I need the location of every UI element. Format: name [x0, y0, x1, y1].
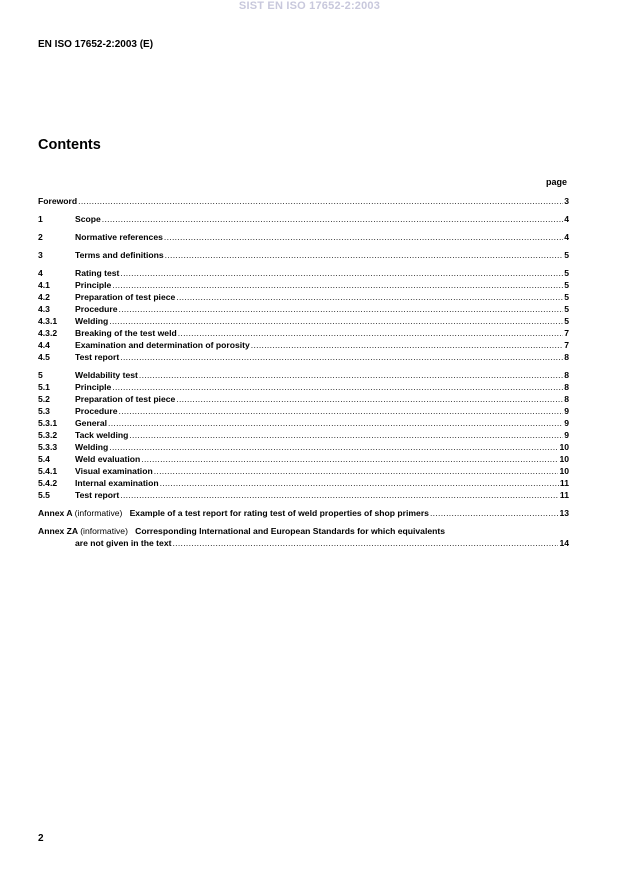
toc-entry-page: 7 — [564, 328, 569, 338]
toc-entry-annex-za[interactable] — [38, 525, 569, 537]
leader-dots — [164, 231, 563, 243]
toc-entry-number: 5.4.2 — [38, 478, 58, 488]
page-number: 2 — [38, 833, 44, 844]
toc-entry-page: 9 — [564, 406, 569, 416]
toc-entry-number: 5.5 — [38, 490, 50, 500]
toc-entry-4-4[interactable] — [38, 339, 569, 351]
toc-entry-4-3-1[interactable] — [38, 315, 569, 327]
leader-dots — [109, 441, 558, 453]
toc-entry-page: 8 — [564, 370, 569, 380]
toc-entry-page: 8 — [564, 352, 569, 362]
toc-entry-number: 4.3.2 — [38, 328, 58, 338]
leader-dots — [120, 267, 563, 279]
toc-entry-number: 5.4 — [38, 454, 50, 464]
toc-entry-4-3[interactable] — [38, 303, 569, 315]
toc-entry-number: 5.3.2 — [38, 430, 58, 440]
toc-entry-5-3-2[interactable] — [38, 429, 569, 441]
leader-dots — [119, 303, 564, 315]
toc-entry-number: 5.3 — [38, 406, 50, 416]
toc-entry-page: 9 — [564, 418, 569, 428]
toc-entry-title: General — [75, 418, 108, 428]
toc-entry-rating-test[interactable] — [38, 267, 569, 279]
toc-entry-normative-references[interactable] — [38, 231, 569, 243]
leader-dots — [176, 393, 563, 405]
toc-entry-number: 5.1 — [38, 382, 50, 392]
toc-entry-page: 8 — [564, 382, 569, 392]
leader-dots — [165, 249, 564, 261]
leader-dots — [119, 405, 564, 417]
toc-entry-page: 11 — [559, 490, 569, 500]
toc-entry-title: Scope — [75, 214, 101, 224]
leader-dots — [102, 213, 563, 225]
leader-dots — [178, 327, 564, 339]
toc-entry-number: 4.2 — [38, 292, 50, 302]
leader-dots — [172, 537, 558, 549]
toc-entry-page: 10 — [559, 442, 569, 452]
annex-label: Annex ZA — [38, 526, 78, 536]
toc-entry-title: Welding — [75, 442, 109, 452]
leader-dots — [129, 429, 563, 441]
toc-entry-page: 11 — [559, 478, 569, 488]
toc-entry-number: 4 — [38, 268, 43, 278]
annex-type: (informative) — [80, 526, 128, 536]
leader-dots — [120, 351, 563, 363]
toc-entry-title: Rating test — [75, 268, 120, 278]
table-of-contents — [38, 195, 569, 549]
toc-entry-page: 7 — [564, 340, 569, 350]
toc-entry-title: Test report — [75, 490, 120, 500]
toc-entry-title: Examination and determination of porosity — [75, 340, 250, 350]
toc-entry-number: 4.3.1 — [38, 316, 58, 326]
leader-dots — [120, 489, 559, 501]
toc-entry-4-3-2[interactable] — [38, 327, 569, 339]
leader-dots — [109, 315, 563, 327]
leader-dots — [154, 465, 559, 477]
document-identifier: EN ISO 17652-2:2003 (E) — [38, 39, 154, 50]
toc-entry-annex-a[interactable] — [38, 507, 569, 519]
toc-entry-page: 5 — [564, 280, 569, 290]
toc-entry-page: 3 — [564, 196, 569, 206]
toc-entry-page: 9 — [564, 430, 569, 440]
toc-entry-page: 5 — [564, 250, 569, 260]
annex-title-line1: Corresponding International and European Standards for which equivalents — [135, 526, 446, 536]
toc-entry-page: 8 — [564, 394, 569, 404]
toc-entry-scope[interactable] — [38, 213, 569, 225]
toc-entry-5-4-1[interactable] — [38, 465, 569, 477]
toc-entry-page: 10 — [559, 466, 569, 476]
toc-entry-page: 4 — [564, 232, 569, 242]
annex-type: (informative) — [74, 508, 123, 518]
leader-dots — [430, 507, 558, 519]
toc-entry-title: Preparation of test piece — [75, 292, 176, 302]
leader-dots — [108, 417, 563, 429]
toc-entry-title: Welding — [75, 316, 109, 326]
leader-dots — [251, 339, 563, 351]
leader-dots — [112, 279, 563, 291]
annex-title: Example of a test report for rating test of weld properties of shop primers — [129, 508, 429, 518]
toc-entry-number: 3 — [38, 250, 43, 260]
toc-entry-number: 5 — [38, 370, 43, 380]
toc-entry-4-5[interactable] — [38, 351, 569, 363]
toc-entry-title: Internal examination — [75, 478, 159, 488]
leader-dots — [78, 195, 563, 207]
toc-entry-title: Weld evaluation — [75, 454, 141, 464]
toc-entry-foreword[interactable] — [38, 195, 569, 207]
annex-title-line2: are not given in the text — [75, 538, 172, 548]
toc-entry-page: 10 — [559, 454, 569, 464]
toc-entry-5-3-1[interactable] — [38, 417, 569, 429]
page-column-label: page — [545, 177, 567, 187]
toc-entry-title: Foreword — [38, 196, 78, 206]
annex-label: Annex A — [38, 508, 73, 518]
toc-entry-5-1[interactable] — [38, 381, 569, 393]
leader-dots — [139, 369, 563, 381]
toc-entry-page: 5 — [564, 316, 569, 326]
toc-entry-title: Principle — [75, 280, 112, 290]
toc-entry-5-3[interactable] — [38, 405, 569, 417]
toc-entry-title: Test report — [75, 352, 120, 362]
toc-entry-title: Procedure — [75, 406, 118, 416]
toc-entry-5-4-2[interactable] — [38, 477, 569, 489]
toc-entry-number: 5.3.3 — [38, 442, 58, 452]
toc-entry-4-1[interactable] — [38, 279, 569, 291]
toc-entry-5-4[interactable] — [38, 453, 569, 465]
watermark: SIST EN ISO 17652-2:2003 — [238, 0, 381, 12]
toc-entry-page: 5 — [564, 304, 569, 314]
toc-entry-number: 4.3 — [38, 304, 50, 314]
toc-entry-5-3-3[interactable] — [38, 441, 569, 453]
toc-entry-number: 4.4 — [38, 340, 50, 350]
toc-entry-number: 1 — [38, 214, 43, 224]
toc-entry-title: Breaking of the test weld — [75, 328, 177, 338]
toc-entry-page: 13 — [559, 508, 569, 518]
toc-entry-title: Procedure — [75, 304, 118, 314]
toc-entry-4-2[interactable] — [38, 291, 569, 303]
toc-entry-title: Visual examination — [75, 466, 153, 476]
toc-entry-page: 5 — [564, 292, 569, 302]
toc-entry-number: 5.4.1 — [38, 466, 58, 476]
leader-dots — [112, 381, 563, 393]
contents-heading: Contents — [38, 137, 101, 153]
toc-entry-title: Weldability test — [75, 370, 138, 380]
toc-entry-number: 4.1 — [38, 280, 50, 290]
toc-entry-number: 5.2 — [38, 394, 50, 404]
toc-entry-number: 5.3.1 — [38, 418, 58, 428]
leader-dots — [176, 291, 563, 303]
toc-entry-number: 4.5 — [38, 352, 50, 362]
toc-entry-page: 14 — [559, 538, 569, 548]
toc-entry-title: Tack welding — [75, 430, 129, 440]
toc-entry-terms-definitions[interactable] — [38, 249, 569, 261]
toc-entry-title: Preparation of test piece — [75, 394, 176, 404]
toc-entry-title: Normative references — [75, 232, 163, 242]
toc-entry-title: Terms and definitions — [75, 250, 164, 260]
toc-entry-weldability-test[interactable] — [38, 369, 569, 381]
toc-entry-number: 2 — [38, 232, 43, 242]
toc-entry-annex-za-continued[interactable] — [38, 537, 569, 549]
toc-entry-5-2[interactable] — [38, 393, 569, 405]
toc-entry-page: 4 — [564, 214, 569, 224]
toc-entry-title: Principle — [75, 382, 112, 392]
leader-dots — [160, 477, 559, 489]
leader-dots — [141, 453, 558, 465]
toc-entry-5-5[interactable] — [38, 489, 569, 501]
toc-entry-page: 5 — [564, 268, 569, 278]
